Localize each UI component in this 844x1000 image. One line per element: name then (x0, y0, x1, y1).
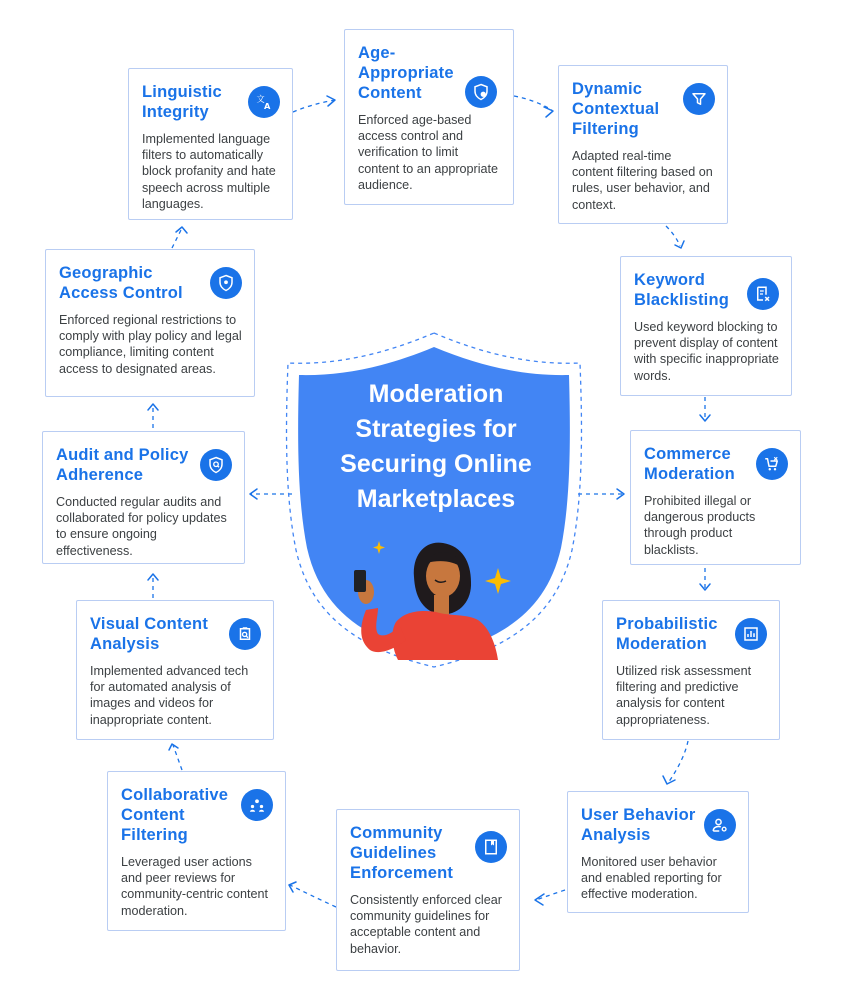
book-icon (475, 831, 507, 863)
card-title: User Behavior Analysis (581, 806, 696, 844)
svg-text:文: 文 (256, 94, 265, 104)
card-description: Used keyword blocking to prevent display of content with specific inappropriate words. (634, 320, 779, 383)
analytics-icon (735, 618, 767, 650)
card-title: Community Guidelines Enforcement (350, 824, 454, 882)
card-description: Prohibited illegal or dangerous products through product blacklists. (644, 494, 756, 557)
card-commerce-moderation (630, 430, 801, 565)
card-description: Implemented language filters to automatically block profanity and hate speech across multiple languages. (142, 132, 276, 211)
card-title: Visual Content Analysis (90, 615, 209, 653)
card-description: Monitored user behavior and enabled reporting for effective moderation. (581, 855, 722, 902)
svg-text:A: A (264, 100, 271, 111)
card-title: Commerce Moderation (644, 445, 735, 483)
card-dynamic-contextual-filtering (558, 65, 728, 224)
age-shield-icon (465, 76, 497, 108)
card-description: Implemented advanced tech for automated analysis of images and videos for inappropriate content. (90, 664, 249, 727)
card-title: Age-Appropriate Content (358, 44, 454, 102)
card-title: Linguistic Integrity (142, 83, 222, 121)
card-probabilistic-moderation (602, 600, 780, 740)
card-keyword-blacklisting (620, 256, 792, 396)
card-title: Collaborative Content Filtering (121, 786, 229, 844)
center-title-line: Securing Online (340, 450, 532, 478)
manage-accounts-icon (704, 809, 736, 841)
card-community-guidelines-enforcement (336, 809, 520, 971)
center-title-line: Marketplaces (356, 485, 516, 513)
card-age-appropriate-content (344, 29, 514, 205)
card-description: Enforced regional restrictions to comply with play policy and legal compliance, limiting content access to designated areas. (59, 313, 242, 376)
cart-block-icon (756, 448, 788, 480)
card-title: Geographic Access Control (59, 264, 183, 302)
card-title: Audit and Policy Adherence (56, 446, 189, 484)
translate-icon (248, 86, 280, 118)
card-title: Dynamic Contextual Filtering (572, 80, 660, 138)
group-icon (241, 789, 273, 821)
card-audit-and-policy-adherence (42, 431, 245, 564)
filter-icon (683, 83, 715, 115)
card-description: Conducted regular audits and collaborated for policy updates to ensure ongoing effectiveness. (56, 495, 227, 558)
center-title-line: Strategies for (355, 415, 517, 443)
card-visual-content-analysis (76, 600, 274, 740)
image-search-icon (229, 618, 261, 650)
center-title-line: Moderation (368, 380, 504, 408)
card-title: Keyword Blacklisting (634, 271, 730, 309)
card-user-behavior-analysis (567, 791, 749, 913)
security-icon (200, 449, 232, 481)
card-description: Leveraged user actions and peer reviews for community-centric content moderation. (121, 855, 268, 918)
card-description: Consistently enforced clear community guidelines for acceptable content and behavior. (350, 893, 502, 956)
card-description: Adapted real-time content filtering based on rules, user behavior, and context. (572, 149, 713, 212)
card-collaborative-content-filtering (107, 771, 286, 931)
card-geographic-access-control (45, 249, 255, 397)
document-block-icon (747, 278, 779, 310)
card-linguistic-integrity (128, 68, 293, 220)
location-shield-icon (210, 267, 242, 299)
card-description: Enforced age-based access control and verification to limit content to an appropriate audience. (358, 113, 499, 192)
card-description: Utilized risk assessment filtering and predictive analysis for content appropriateness. (616, 664, 752, 727)
center-title (305, 377, 567, 517)
card-title: Probabilistic Moderation (616, 615, 718, 653)
